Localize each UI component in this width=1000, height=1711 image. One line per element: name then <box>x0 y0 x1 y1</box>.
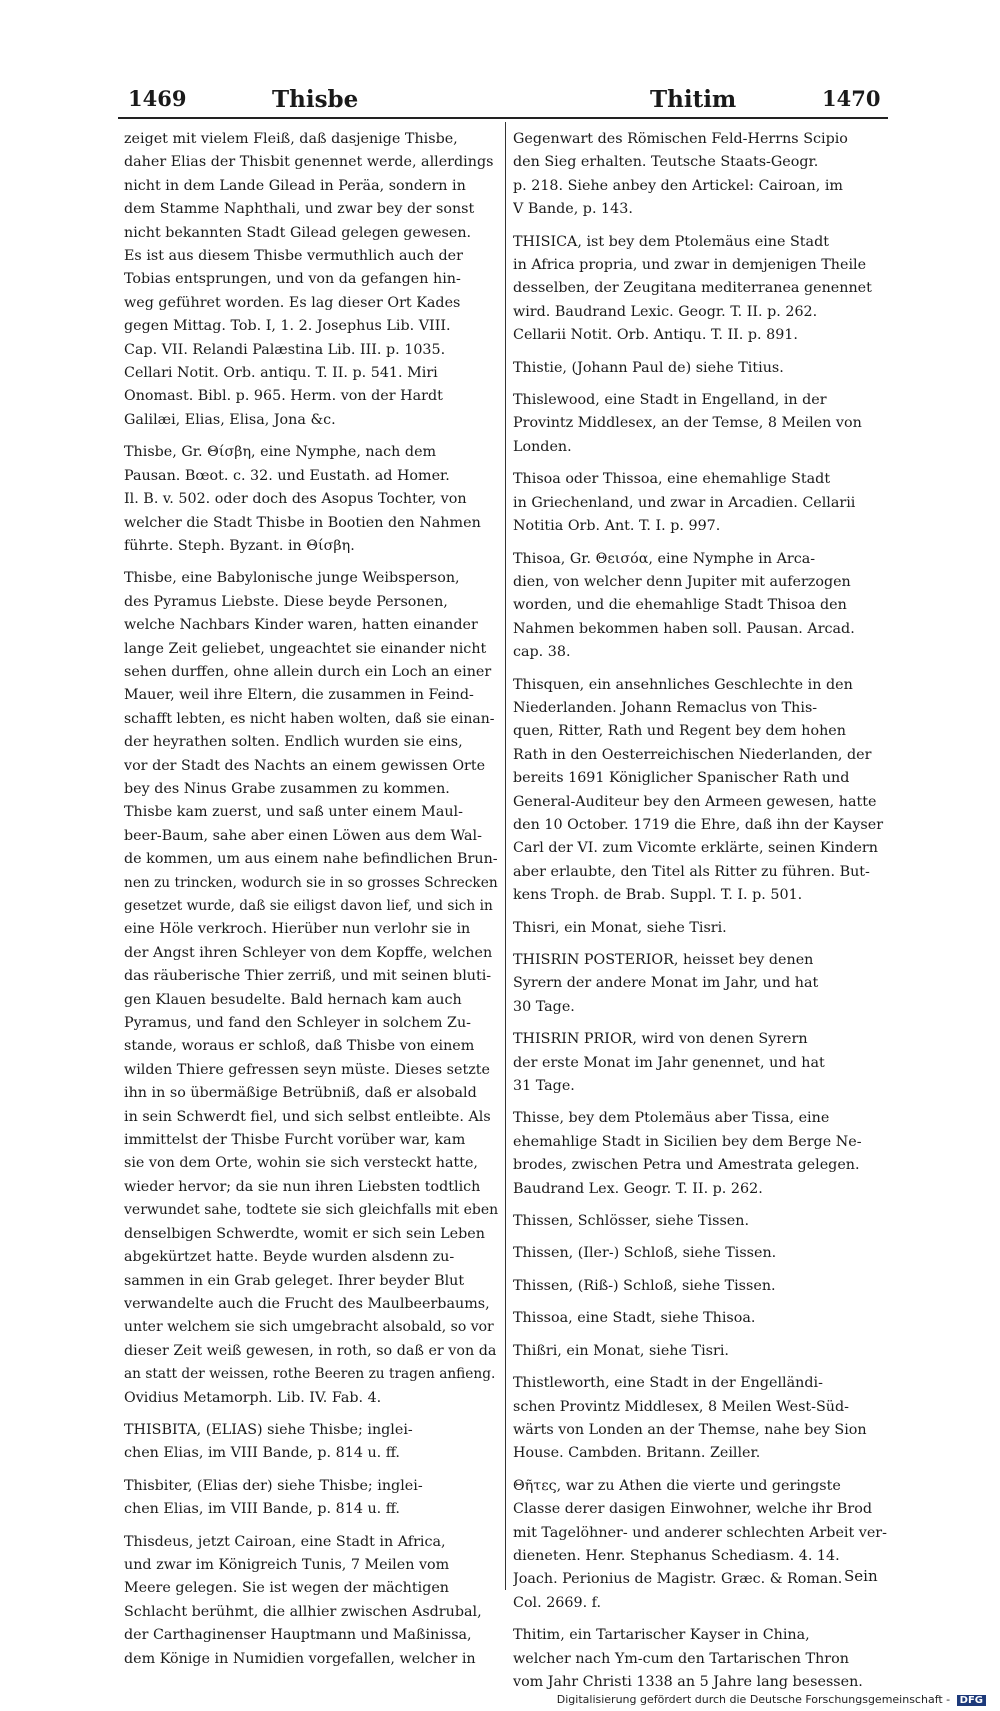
text-line: Thislewood, eine Stadt in Engelland, in der <box>513 392 827 409</box>
entry-paragraph <box>513 1107 887 1201</box>
text-line: ihn in so übermäßige Betrübniß, daß er alsobald <box>124 1085 477 1102</box>
text-line: vor der Stadt des Nachts an einem gewissen Orte <box>124 757 486 774</box>
running-head-left: Thisbe <box>272 86 359 113</box>
entry-paragraph <box>513 1275 887 1298</box>
left-column <box>124 128 500 1680</box>
text-line: Rath in den Oesterreichischen Niederlanden, der <box>513 746 872 763</box>
entry-paragraph <box>513 1307 887 1330</box>
text-line: in Griechenland, und zwar in Arcadien. Cellarii <box>513 494 856 511</box>
text-line: nen zu trincken, wodurch sie in so grosses Schrecken <box>124 874 498 891</box>
text-line: ehemahlige Stadt in Sicilien bey dem Berge Ne- <box>513 1133 862 1150</box>
text-line: Gegenwart des Römischen Feld-Herrns Scipio <box>513 131 848 147</box>
text-line: sehen durffen, ohne allein durch ein Loch an einer <box>124 663 492 680</box>
text-line: schafft lebten, es nicht haben wolten, daß sie einan- <box>124 710 495 727</box>
text-line: Baudrand Lex. Geogr. T. II. p. 262. <box>513 1180 763 1197</box>
text-line: der heyrathen solten. Endlich wurden sie eins, <box>124 734 463 751</box>
text-line: Classe derer dasigen Einwohner, welche ihr Brod <box>513 1501 872 1518</box>
text-line: Syrern der andere Monat im Jahr, und hat <box>513 975 819 992</box>
entry-paragraph <box>513 1242 887 1265</box>
text-line: Thissen, (Iler-) Schloß, siehe Tissen. <box>513 1245 777 1262</box>
text-line: gesetzet wurde, daß sie eiligst davon lief, und sich in <box>124 898 493 914</box>
text-line: Thissen, (Riß-) Schloß, siehe Tissen. <box>513 1277 776 1294</box>
entry-paragraph <box>513 231 887 348</box>
text-line: General-Auditeur bey den Armeen gewesen, hatte <box>513 793 877 810</box>
text-line: Thisbiter, (Elias der) siehe Thisbe; inglei- <box>124 1477 423 1494</box>
text-line: sammen in ein Grab geleget. Ihrer beyder Blut <box>124 1272 465 1289</box>
text-line: wird. Baudrand Lexic. Geogr. T. II. p. 262. <box>513 303 818 320</box>
entry-paragraph <box>513 1340 887 1363</box>
catchword: Sein <box>844 1567 878 1585</box>
text-line: vom Jahr Christi 1338 an 5 Jahre lang besessen. <box>513 1673 863 1690</box>
entry-paragraph <box>513 468 887 538</box>
text-line: zeiget mit vielem Fleiß, daß dasjenige Thisbe, <box>124 131 458 147</box>
text-line: worden, und die ehemahlige Stadt Thisoa den <box>513 597 847 614</box>
text-line: Londen. <box>513 438 572 455</box>
entry-paragraph <box>513 917 887 940</box>
text-line: Cap. VII. Relandi Palæstina Lib. III. p. 1035. <box>124 341 446 358</box>
text-line: Thisquen, ein ansehnliches Geschlechte in den <box>513 676 853 693</box>
entry-paragraph <box>513 548 887 665</box>
text-line: Pausan. Bœot. c. 32. und Eustath. ad Homer. <box>124 467 450 484</box>
text-line: lange Zeit geliebet, ungeachtet sie einander nicht <box>124 640 487 657</box>
text-line: den Sieg erhalten. Teutsche Staats-Geogr. <box>513 154 819 171</box>
text-line: in sein Schwerdt fiel, und sich selbst entleibte. Als <box>124 1108 491 1125</box>
text-line: nicht bekannten Stadt Gilead gelegen gewesen. <box>124 224 472 241</box>
text-line: Cellarii Notit. Orb. Antiqu. T. II. p. 891. <box>513 327 798 344</box>
text-line: immittelst der Thisbe Furcht vorüber war, kam <box>124 1132 466 1149</box>
text-line: de kommen, um aus einem nahe befindlichen Brun- <box>124 851 498 868</box>
text-line: der erste Monat im Jahr genennet, und hat <box>513 1054 825 1071</box>
text-line: THISRIN PRIOR, wird von denen Syrern <box>513 1031 808 1048</box>
entry-paragraph <box>513 1210 887 1233</box>
text-line: der Carthaginenser Hauptmann und Maßinissa, <box>124 1627 472 1644</box>
text-line: wilden Thiere gefressen seyn müste. Dieses setzte <box>124 1061 490 1078</box>
text-line: Niederlanden. Johann Remaclus von This- <box>513 699 818 716</box>
footer <box>557 1693 986 1706</box>
text-line: kens Troph. de Brab. Suppl. T. I. p. 501. <box>513 887 803 904</box>
text-line: Onomast. Bibl. p. 965. Herm. von der Hardt <box>124 388 443 405</box>
text-line: quen, Ritter, Rath und Regent bey dem hohen <box>513 723 846 740</box>
text-line: nicht in dem Lande Gilead in Peräa, sondern in <box>124 177 466 194</box>
text-line: weg geführet worden. Es lag dieser Ort Kades <box>124 294 461 311</box>
entry-paragraph <box>513 389 887 459</box>
text-line: schen Provintz Middlesex, 8 Meilen West-Süd- <box>513 1398 849 1415</box>
text-line: THISRIN POSTERIOR, heisset bey denen <box>513 952 814 968</box>
entry-paragraph <box>513 949 887 1019</box>
entry-paragraph <box>513 1372 887 1466</box>
text-line: brodes, zwischen Petra und Amestrata gelegen. <box>513 1157 860 1174</box>
text-line: denselbigen Schwerdte, womit er sich sein Leben <box>124 1225 485 1242</box>
text-line: Thißri, ein Monat, siehe Tisri. <box>513 1342 729 1359</box>
text-line: bereits 1691 Königlicher Spanischer Rath und <box>513 770 850 787</box>
entry-paragraph <box>513 128 887 222</box>
text-line: House. Cambden. Britann. Zeiller. <box>513 1445 761 1462</box>
text-line: dem Stamme Naphthali, und zwar bey der sonst <box>124 201 475 218</box>
text-line: welcher die Stadt Thisbe in Bootien den Nahmen <box>124 514 481 531</box>
text-line: THISBITA, (ELIAS) siehe Thisbe; inglei- <box>124 1421 413 1438</box>
entry-paragraph <box>124 1475 500 1522</box>
text-line: Ovidius Metamorph. Lib. IV. Fab. 4. <box>124 1389 382 1406</box>
text-line: Notitia Orb. Ant. T. I. p. 997. <box>513 518 721 535</box>
text-line: Schlacht berühmt, die allhier zwischen Asdrubal, <box>124 1603 482 1620</box>
text-line: Galilæi, Elias, Elisa, Jona &c. <box>124 411 336 428</box>
text-line: dieser Zeit weiß gewesen, in roth, so daß er von da <box>124 1342 497 1359</box>
text-line: Meere gelegen. Sie ist wegen der mächtigen <box>124 1580 450 1597</box>
text-line: eine Höle verkroch. Hierüber nun verlohr sie in <box>124 921 471 938</box>
text-line: mit Tagelöhner- und anderer schlechten Arbeit ver- <box>513 1524 887 1541</box>
text-line: das räuberische Thier zerriß, und mit seinen bluti- <box>124 968 492 985</box>
entry-paragraph <box>513 1475 887 1615</box>
entry-paragraph <box>513 1028 887 1098</box>
text-line: daher Elias der Thisbit genennet werde, allerdings <box>124 154 494 171</box>
text-line: verwandelte auch die Frucht des Maulbeerbaums, <box>124 1295 490 1312</box>
running-head-right: Thitim <box>650 86 737 113</box>
footer-text: Digitalisierung gefördert durch die Deutsche Forschungsgemeinschaft - <box>556 1693 951 1706</box>
entry-paragraph <box>124 441 500 558</box>
text-line: Mauer, weil ihre Eltern, die zusammen in Feind- <box>124 687 474 704</box>
entry-paragraph <box>124 1531 500 1671</box>
text-line: aber erlaubte, den Titel als Ritter zu führen. But- <box>513 863 870 880</box>
column-divider <box>505 122 506 1590</box>
text-line: wieder hervor; da sie nun ihren Liebsten todtlich <box>124 1178 481 1195</box>
dfg-logo: DFG <box>957 1695 986 1706</box>
text-line: welche Nachbars Kinder waren, hatten einander <box>124 617 478 634</box>
text-line: gen Klauen besudelte. Bald hernach kam auch <box>124 991 462 1008</box>
text-line: Thisse, bey dem Ptolemäus aber Tissa, eine <box>513 1110 830 1127</box>
entry-paragraph <box>124 1419 500 1466</box>
text-line: V Bande, p. 143. <box>513 201 633 218</box>
entry-paragraph <box>513 357 887 380</box>
text-line: welcher nach Ym-cum den Tartarischen Thron <box>513 1650 849 1667</box>
text-line: p. 218. Siehe anbey den Artickel: Cairoan, im <box>513 177 843 194</box>
text-line: Joach. Perionius de Magistr. Græc. & Roman. <box>513 1571 843 1588</box>
text-line: abgekürtzet hatte. Beyde wurden alsdenn zu- <box>124 1249 455 1266</box>
page-number-left: 1469 <box>128 86 187 111</box>
text-line: chen Elias, im VIII Bande, p. 814 u. ff. <box>124 1445 400 1462</box>
page-number-right: 1470 <box>822 86 881 111</box>
text-line: Thisoa, Gr. Θεισόα, eine Nymphe in Arca- <box>513 550 816 567</box>
text-line: des Pyramus Liebste. Diese beyde Personen, <box>124 593 448 610</box>
text-line: unter welchem sie sich umgebracht alsobald, so vor <box>124 1319 494 1336</box>
header-rule <box>118 117 888 119</box>
text-line: stande, woraus er schloß, daß Thisbe von einem <box>124 1038 475 1055</box>
text-line: Thisoa oder Thissoa, eine ehemahlige Stadt <box>513 471 831 488</box>
text-line: Θῆτες, war zu Athen die vierte und geringste <box>513 1477 841 1494</box>
text-line: Nahmen bekommen haben soll. Pausan. Arcad. <box>513 620 855 637</box>
text-line: an statt der weissen, rothe Beeren zu tragen anfieng. <box>124 1366 496 1383</box>
text-line: beer-Baum, sahe aber einen Löwen aus dem Wal- <box>124 827 482 844</box>
text-line: desselben, der Zeugitana mediterranea genennet <box>513 280 872 297</box>
text-line: führte. Steph. Byzant. in Θίσβη. <box>124 537 355 554</box>
entry-paragraph <box>513 1624 887 1694</box>
text-line: dem Könige in Numidien vorgefallen, welcher in <box>124 1650 476 1667</box>
text-line: 30 Tage. <box>513 998 575 1015</box>
text-line: gegen Mittag. Tob. I, 1. 2. Josephus Lib. VIII. <box>124 318 451 335</box>
entry-paragraph <box>124 128 500 432</box>
entry-paragraph <box>513 674 887 908</box>
text-line: Pyramus, und fand den Schleyer in solchem Zu- <box>124 1015 471 1032</box>
text-line: 31 Tage. <box>513 1078 575 1095</box>
text-line: Thisbe kam zuerst, und saß unter einem Maul- <box>124 804 463 821</box>
text-line: Provintz Middlesex, an der Temse, 8 Meilen von <box>513 415 862 432</box>
text-line: und zwar im Königreich Tunis, 7 Meilen vom <box>124 1556 450 1573</box>
text-line: Carl der VI. zum Vicomte erklärte, seinen Kindern <box>513 840 878 857</box>
text-line: Thisbe, eine Babylonische junge Weibsperson, <box>124 570 460 587</box>
text-line: Thistie, (Johann Paul de) siehe Titius. <box>513 359 784 376</box>
entry-paragraph <box>124 567 500 1410</box>
text-line: Cellari Notit. Orb. antiqu. T. II. p. 541. Miri <box>124 365 438 382</box>
right-column <box>513 128 887 1703</box>
text-line: bey des Ninus Grabe zusammen zu kommen. <box>124 780 450 797</box>
text-line: sie von dem Orte, wohin sie sich versteckt hatte, <box>124 1155 478 1172</box>
text-line: Tobias entsprungen, und von da gefangen hin- <box>124 271 461 288</box>
text-line: Col. 2669. f. <box>513 1594 602 1611</box>
text-line: Il. B. v. 502. oder doch des Asopus Tochter, von <box>124 491 467 508</box>
text-line: den 10 October. 1719 die Ehre, daß ihn der Kayser <box>513 816 884 833</box>
text-line: Thitim, ein Tartarischer Kayser in China, <box>513 1627 810 1644</box>
text-line: Thisdeus, jetzt Cairoan, eine Stadt in Africa, <box>124 1533 446 1550</box>
text-line: cap. 38. <box>513 644 571 661</box>
text-line: dien, von welcher denn Jupiter mit auferzogen <box>513 573 851 590</box>
text-line: dieneten. Henr. Stephanus Schediasm. 4. 14. <box>513 1547 840 1564</box>
text-line: Thissoa, eine Stadt, siehe Thisoa. <box>513 1310 756 1327</box>
text-line: chen Elias, im VIII Bande, p. 814 u. ff. <box>124 1501 400 1518</box>
text-line: Es ist aus diesem Thisbe vermuthlich auch der <box>124 248 463 265</box>
text-line: Thisbe, Gr. Θίσβη, eine Nymphe, nach dem <box>124 444 437 461</box>
text-line: THISICA, ist bey dem Ptolemäus eine Stadt <box>513 233 829 250</box>
text-line: Thissen, Schlösser, siehe Tissen. <box>513 1213 750 1230</box>
text-line: Thistleworth, eine Stadt in der Engelländi- <box>513 1375 823 1392</box>
text-line: Thisri, ein Monat, siehe Tisri. <box>513 919 727 936</box>
text-line: wärts von Londen an der Themse, nahe bey Sion <box>513 1421 867 1438</box>
text-line: der Angst ihren Schleyer von dem Kopffe, welchen <box>124 944 493 961</box>
text-line: in Africa propria, und zwar in demjenigen Theile <box>513 257 867 274</box>
text-line: verwundet sahe, todtete sie sich gleichfalls mit eben <box>124 1202 499 1219</box>
